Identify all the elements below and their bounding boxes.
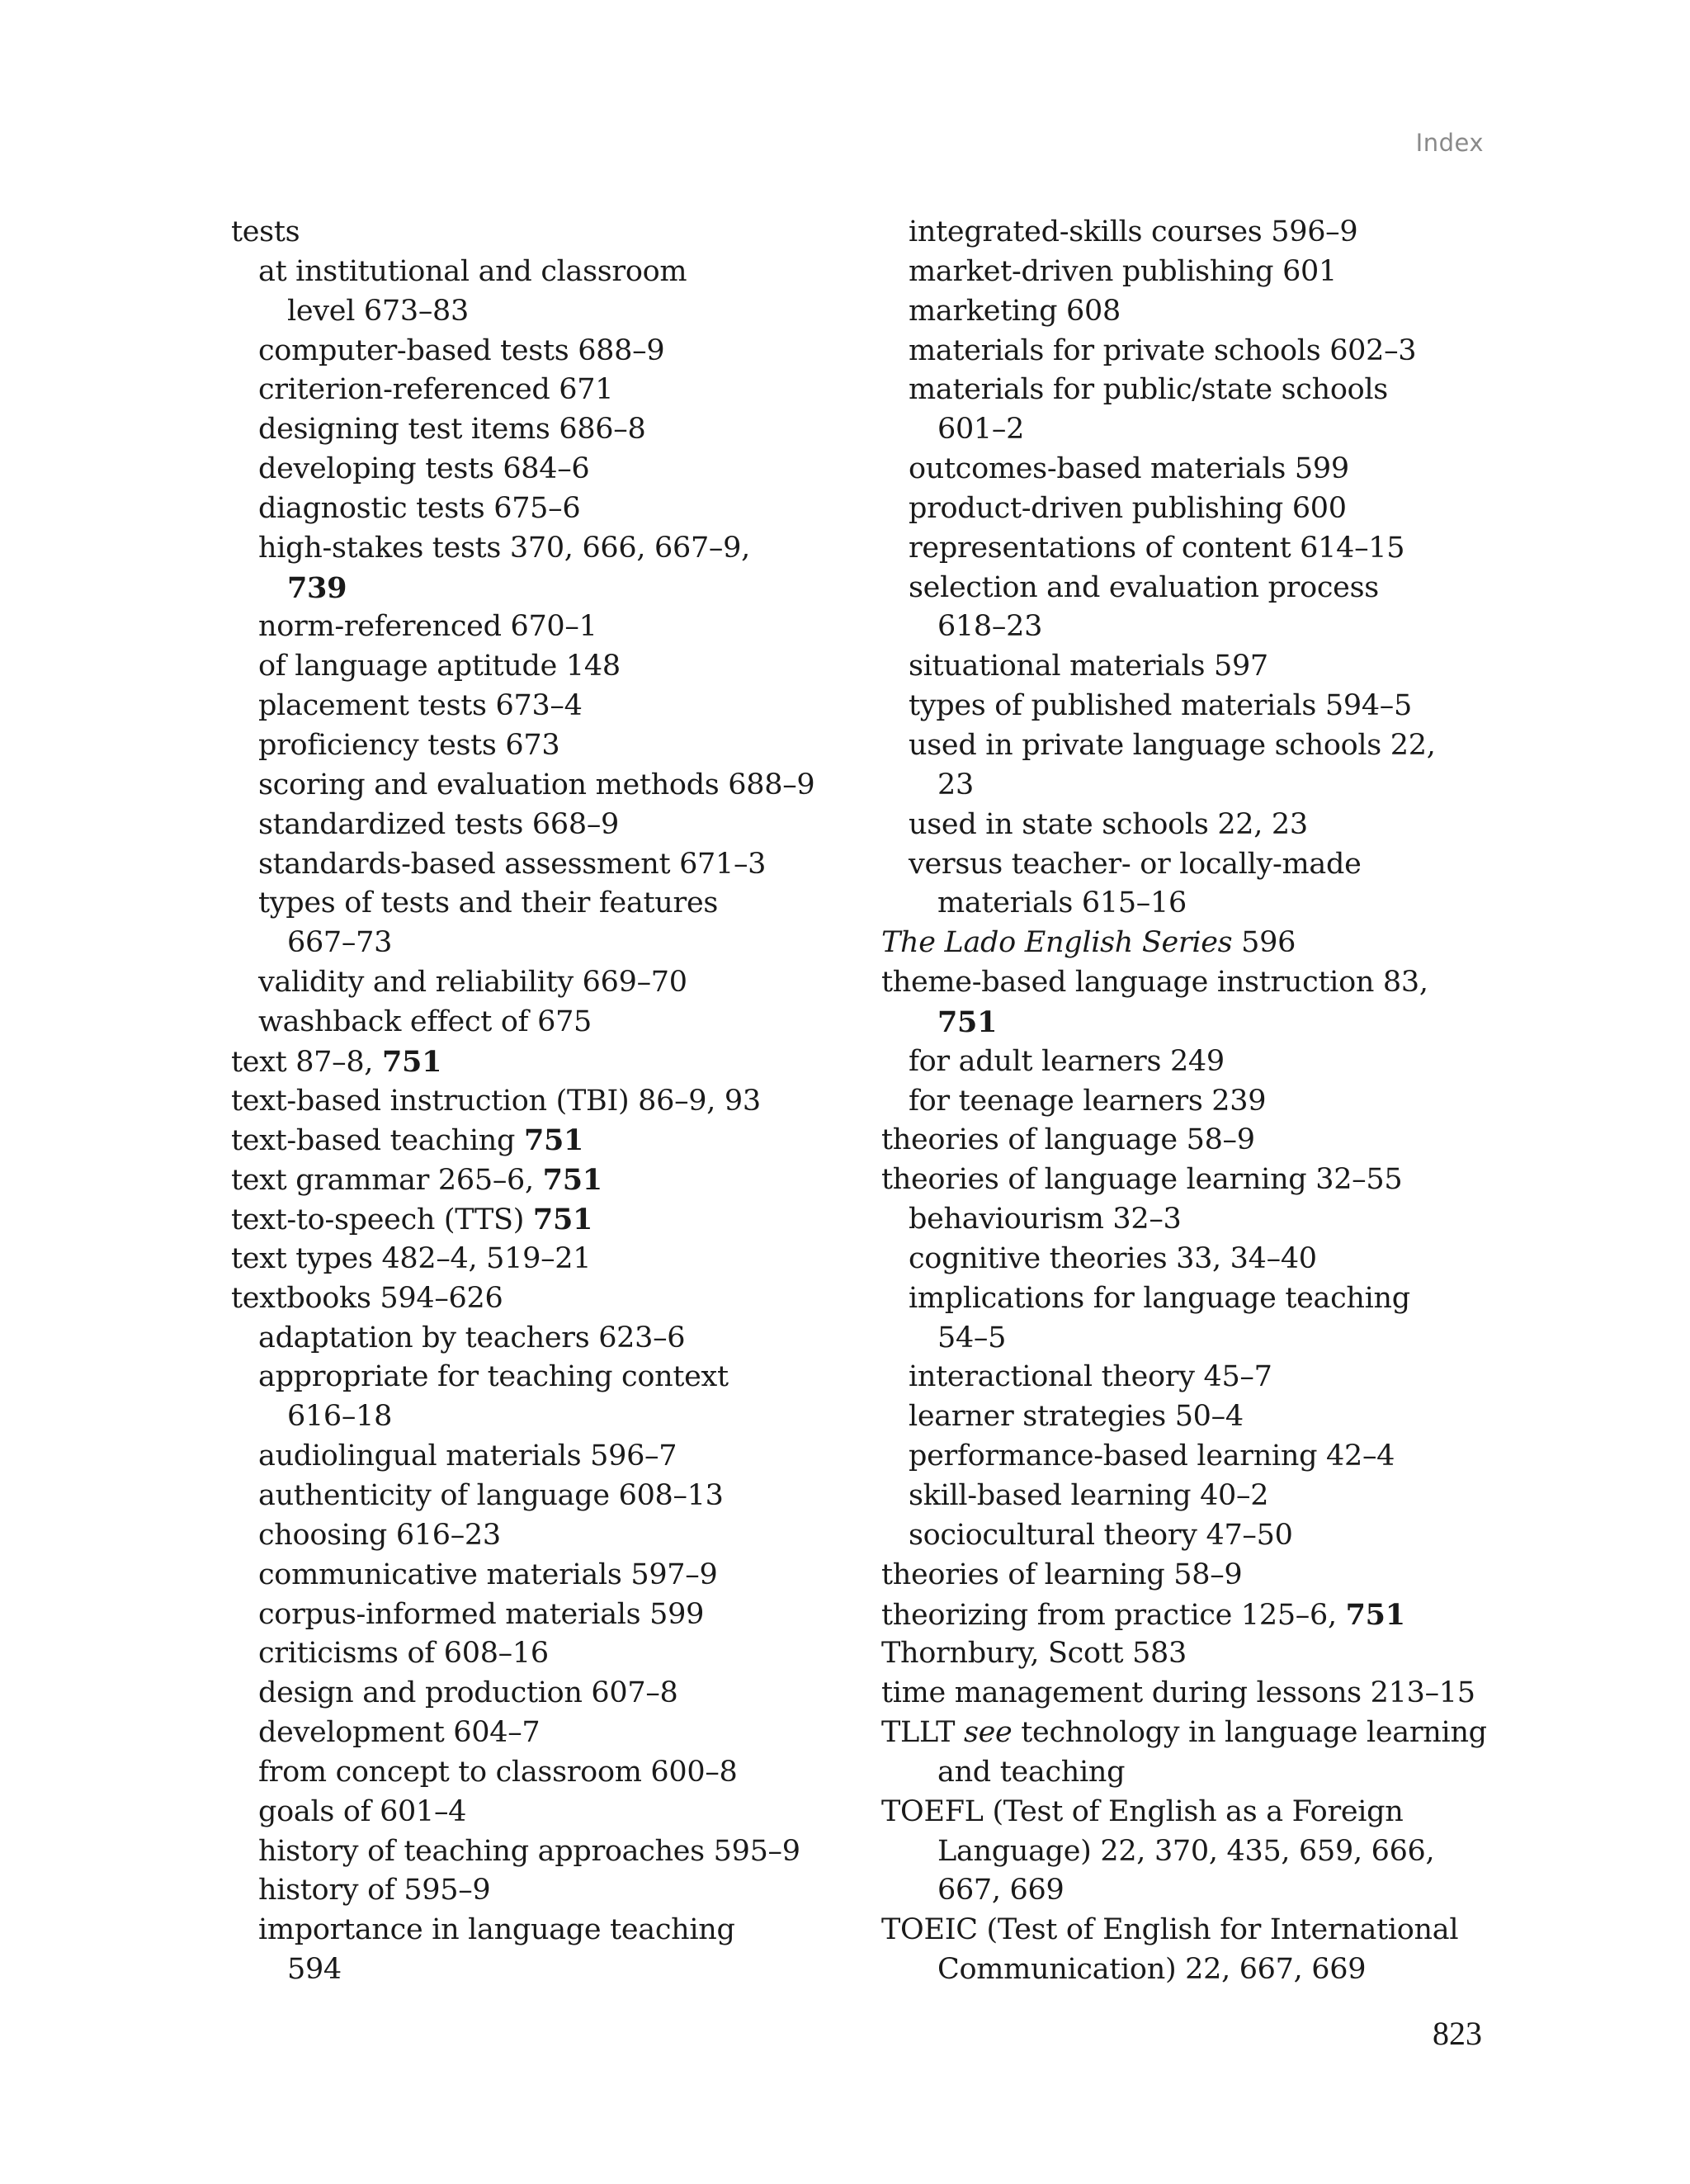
index-continuation bbox=[881, 766, 1492, 806]
italic-text: The Lado English Series bbox=[881, 926, 1233, 960]
index-subentry bbox=[231, 1714, 858, 1753]
entry-text: development 604–7 bbox=[258, 1716, 541, 1750]
entry-text: scoring and evaluation methods 688–9 bbox=[258, 768, 815, 801]
entry-text: 667, 669 bbox=[937, 1874, 1065, 1907]
index-entry bbox=[881, 1911, 1492, 1950]
index-subentry bbox=[881, 1477, 1492, 1516]
entry-text: sociocultural theory 47–50 bbox=[909, 1518, 1293, 1552]
entry-text: selection and evaluation process bbox=[909, 570, 1379, 604]
entry-text: norm-referenced 670–1 bbox=[258, 610, 597, 644]
index-entry bbox=[881, 1674, 1492, 1714]
entry-text: behaviourism 32–3 bbox=[909, 1203, 1182, 1236]
entry-text: for adult learners 249 bbox=[909, 1044, 1225, 1078]
entry-text: theories of language 58–9 bbox=[881, 1123, 1255, 1157]
entry-text: theorizing from practice 125–6, bbox=[881, 1598, 1346, 1632]
index-subentry bbox=[231, 332, 858, 371]
entry-text: interactional theory 45–7 bbox=[909, 1360, 1272, 1394]
entry-text: marketing 608 bbox=[909, 294, 1121, 328]
index-entry bbox=[881, 1714, 1492, 1753]
entry-text: materials for public/state schools bbox=[909, 373, 1388, 407]
entry-text: and teaching bbox=[937, 1755, 1126, 1789]
index-subentry bbox=[231, 253, 858, 292]
entry-text: corpus-informed materials 599 bbox=[258, 1597, 705, 1631]
entry-text: goals of 601–4 bbox=[258, 1794, 467, 1828]
index-subentry bbox=[881, 806, 1492, 845]
entry-text: history of teaching approaches 595–9 bbox=[258, 1834, 800, 1868]
page-ref-bold: 751 bbox=[523, 1123, 584, 1158]
index-subentry bbox=[231, 963, 858, 1003]
index-subentry bbox=[231, 1832, 858, 1872]
entry-text: criterion-referenced 671 bbox=[258, 373, 614, 407]
index-subentry bbox=[231, 766, 858, 806]
entry-text: textbooks 594–626 bbox=[231, 1281, 503, 1315]
entry-text: skill-based learning 40–2 bbox=[909, 1479, 1269, 1512]
index-subentry bbox=[231, 647, 858, 687]
entry-text: 54–5 bbox=[937, 1321, 1007, 1354]
index-entry bbox=[881, 1634, 1492, 1674]
entry-text: product-driven publishing 600 bbox=[909, 491, 1347, 525]
entry-text: cognitive theories 33, 34–40 bbox=[909, 1241, 1317, 1275]
index-subentry bbox=[881, 332, 1492, 371]
index-entry bbox=[231, 1042, 858, 1082]
page-ref-bold: 751 bbox=[937, 1005, 998, 1039]
entry-text: communicative materials 597–9 bbox=[258, 1558, 718, 1591]
entry-text: history of 595–9 bbox=[258, 1874, 491, 1907]
index-subentry bbox=[881, 569, 1492, 608]
entry-text: types of published materials 594–5 bbox=[909, 689, 1412, 723]
index-subentry bbox=[881, 213, 1492, 253]
index-subentry bbox=[231, 529, 858, 569]
index-subentry bbox=[881, 1516, 1492, 1556]
index-subentry bbox=[231, 1003, 858, 1042]
index-subentry bbox=[231, 726, 858, 766]
entry-text: adaptation by teachers 623–6 bbox=[258, 1321, 686, 1354]
index-continuation bbox=[881, 884, 1492, 924]
index-entry bbox=[881, 963, 1492, 1003]
entry-text: performance-based learning 42–4 bbox=[909, 1439, 1395, 1473]
entry-text: standardized tests 668–9 bbox=[258, 807, 619, 841]
index-entry bbox=[231, 1161, 858, 1200]
entry-text: outcomes-based materials 599 bbox=[909, 452, 1349, 486]
index-entry bbox=[881, 1793, 1492, 1832]
entry-text: text-based teaching bbox=[231, 1124, 524, 1158]
entry-text: used in state schools 22, 23 bbox=[909, 807, 1308, 841]
entry-text: text grammar 265–6, bbox=[231, 1164, 543, 1198]
index-entry bbox=[231, 1082, 858, 1122]
index-subentry bbox=[231, 607, 858, 647]
entry-text: materials for private schools 602–3 bbox=[909, 333, 1417, 367]
index-continuation bbox=[231, 569, 858, 608]
index-subentry bbox=[231, 806, 858, 845]
entry-text: placement tests 673–4 bbox=[258, 689, 583, 723]
entry-text: Language) 22, 370, 435, 659, 666, bbox=[937, 1834, 1435, 1868]
index-subentry bbox=[881, 1397, 1492, 1437]
index-subentry bbox=[231, 489, 858, 529]
index-subentry bbox=[881, 647, 1492, 687]
entry-text: text types 482–4, 519–21 bbox=[231, 1241, 592, 1275]
index-subentry bbox=[881, 845, 1492, 885]
entry-text: text-based instruction (TBI) 86–9, 93 bbox=[231, 1084, 761, 1118]
entry-text: Thornbury, Scott 583 bbox=[881, 1637, 1187, 1671]
entry-text: validity and reliability 669–70 bbox=[258, 966, 687, 1000]
entry-text: appropriate for teaching context bbox=[258, 1360, 729, 1394]
index-entry bbox=[231, 213, 858, 253]
entry-text: washback effect of 675 bbox=[258, 1005, 592, 1038]
entry-text: designing test items 686–8 bbox=[258, 413, 646, 447]
index-subentry bbox=[881, 726, 1492, 766]
italic-text: see bbox=[963, 1716, 1013, 1750]
index-continuation bbox=[881, 607, 1492, 647]
index-subentry bbox=[881, 1358, 1492, 1397]
index-subentry bbox=[231, 371, 858, 410]
index-subentry bbox=[231, 1634, 858, 1674]
index-continuation bbox=[231, 924, 858, 963]
page-number: 823 bbox=[1433, 2015, 1482, 2052]
entry-text: high-stakes tests 370, 666, 667–9, bbox=[258, 531, 750, 565]
index-entry bbox=[881, 1595, 1492, 1635]
running-head: Index bbox=[1415, 129, 1484, 157]
index-entry bbox=[231, 1200, 858, 1240]
index-continuation bbox=[881, 1832, 1492, 1872]
index-subentry bbox=[881, 687, 1492, 726]
page-ref-bold: 739 bbox=[287, 570, 347, 605]
index-continuation bbox=[881, 410, 1492, 450]
index-subentry bbox=[231, 1516, 858, 1556]
index-entry bbox=[881, 1161, 1492, 1200]
index-subentry bbox=[881, 253, 1492, 292]
index-subentry bbox=[231, 1871, 858, 1911]
entry-text: computer-based tests 688–9 bbox=[258, 333, 665, 367]
entry-text: 23 bbox=[937, 768, 974, 801]
entry-text: proficiency tests 673 bbox=[258, 728, 560, 762]
entry-text: Communication) 22, 667, 669 bbox=[937, 1953, 1367, 1987]
entry-text: theme-based language instruction 83, bbox=[881, 966, 1428, 1000]
index-subentry bbox=[231, 1674, 858, 1714]
index-column-right bbox=[881, 213, 1492, 1990]
index-subentry bbox=[231, 1319, 858, 1359]
entry-text: choosing 616–23 bbox=[258, 1518, 501, 1552]
entry-text: diagnostic tests 675–6 bbox=[258, 491, 581, 525]
entry-text: for teenage learners 239 bbox=[909, 1084, 1267, 1118]
entry-text: representations of content 614–15 bbox=[909, 531, 1405, 565]
page-ref-bold: 751 bbox=[532, 1203, 593, 1237]
entry-text: situational materials 597 bbox=[909, 650, 1268, 683]
entry-text: audiolingual materials 596–7 bbox=[258, 1439, 677, 1473]
page-ref-bold: 751 bbox=[542, 1163, 602, 1198]
entry-text: time management during lessons 213–15 bbox=[881, 1676, 1475, 1710]
index-subentry bbox=[881, 1240, 1492, 1279]
index-entry bbox=[231, 1121, 858, 1161]
index-continuation bbox=[231, 1397, 858, 1437]
entry-text: TOEIC (Test of English for International bbox=[881, 1913, 1459, 1947]
index-continuation bbox=[881, 1003, 1492, 1042]
index-subentry bbox=[231, 1556, 858, 1595]
index-continuation bbox=[881, 1950, 1492, 1990]
index-column-left bbox=[231, 213, 858, 1990]
index-subentry bbox=[881, 450, 1492, 489]
index-subentry bbox=[881, 371, 1492, 410]
page-ref-bold: 751 bbox=[381, 1044, 442, 1079]
entry-text: 667–73 bbox=[287, 926, 393, 960]
entry-text: implications for language teaching bbox=[909, 1281, 1410, 1315]
entry-text: materials 615–16 bbox=[937, 886, 1187, 920]
entry-text: technology in language learning bbox=[1012, 1716, 1487, 1750]
entry-text: 618–23 bbox=[937, 610, 1043, 644]
index-continuation bbox=[881, 1753, 1492, 1793]
index-entry bbox=[231, 1279, 858, 1319]
index-entry bbox=[231, 1240, 858, 1279]
entry-text: TOEFL (Test of English as a Foreign bbox=[881, 1794, 1404, 1828]
index-subentry bbox=[231, 884, 858, 924]
entry-text: design and production 607–8 bbox=[258, 1676, 678, 1710]
index-continuation bbox=[231, 292, 858, 332]
entry-text: theories of learning 58–9 bbox=[881, 1558, 1243, 1591]
index-subentry bbox=[231, 1753, 858, 1793]
entry-text: standards-based assessment 671–3 bbox=[258, 847, 767, 881]
index-subentry bbox=[231, 450, 858, 489]
entry-text: theories of language learning 32–55 bbox=[881, 1163, 1403, 1197]
entry-text: of language aptitude 148 bbox=[258, 650, 621, 683]
index-subentry bbox=[231, 410, 858, 450]
index-subentry bbox=[881, 292, 1492, 332]
entry-text: 594 bbox=[287, 1953, 342, 1987]
entry-text: 596 bbox=[1232, 926, 1296, 960]
index-subentry bbox=[231, 845, 858, 885]
index-subentry bbox=[881, 1082, 1492, 1122]
entry-text: market-driven publishing 601 bbox=[909, 254, 1337, 288]
index-subentry bbox=[881, 1200, 1492, 1240]
entry-text: 601–2 bbox=[937, 413, 1025, 447]
index-subentry bbox=[881, 1042, 1492, 1082]
index-subentry bbox=[231, 1358, 858, 1397]
index-subentry bbox=[881, 1279, 1492, 1319]
entry-text: learner strategies 50–4 bbox=[909, 1400, 1244, 1434]
index-continuation bbox=[881, 1319, 1492, 1359]
index-subentry bbox=[231, 1911, 858, 1950]
entry-text: 616–18 bbox=[287, 1400, 393, 1434]
entry-text: authenticity of language 608–13 bbox=[258, 1479, 724, 1512]
index-subentry bbox=[231, 687, 858, 726]
index-subentry bbox=[231, 1793, 858, 1832]
index-entry bbox=[881, 924, 1492, 963]
page-ref-bold: 751 bbox=[1345, 1597, 1405, 1632]
entry-text: developing tests 684–6 bbox=[258, 452, 590, 486]
entry-text: level 673–83 bbox=[287, 294, 469, 328]
entry-text: versus teacher- or locally-made bbox=[909, 847, 1362, 881]
entry-text: TLLT bbox=[881, 1716, 964, 1750]
index-continuation bbox=[881, 1871, 1492, 1911]
index-subentry bbox=[881, 529, 1492, 569]
index-subentry bbox=[231, 1437, 858, 1477]
index-entry bbox=[881, 1556, 1492, 1595]
entry-text: used in private language schools 22, bbox=[909, 728, 1436, 762]
index-subentry bbox=[881, 1437, 1492, 1477]
entry-text: importance in language teaching bbox=[258, 1913, 735, 1947]
index-continuation bbox=[231, 1950, 858, 1990]
index-subentry bbox=[231, 1477, 858, 1516]
entry-text: types of tests and their features bbox=[258, 886, 719, 920]
entry-text: at institutional and classroom bbox=[258, 254, 687, 288]
entry-text: integrated-skills courses 596–9 bbox=[909, 215, 1358, 248]
entry-text: criticisms of 608–16 bbox=[258, 1637, 549, 1671]
index-entry bbox=[881, 1121, 1492, 1161]
entry-text: text 87–8, bbox=[231, 1045, 382, 1079]
entry-text: text-to-speech (TTS) bbox=[231, 1203, 533, 1237]
index-subentry bbox=[881, 489, 1492, 529]
entry-text: from concept to classroom 600–8 bbox=[258, 1755, 738, 1789]
entry-text: tests bbox=[231, 215, 300, 248]
index-subentry bbox=[231, 1595, 858, 1635]
